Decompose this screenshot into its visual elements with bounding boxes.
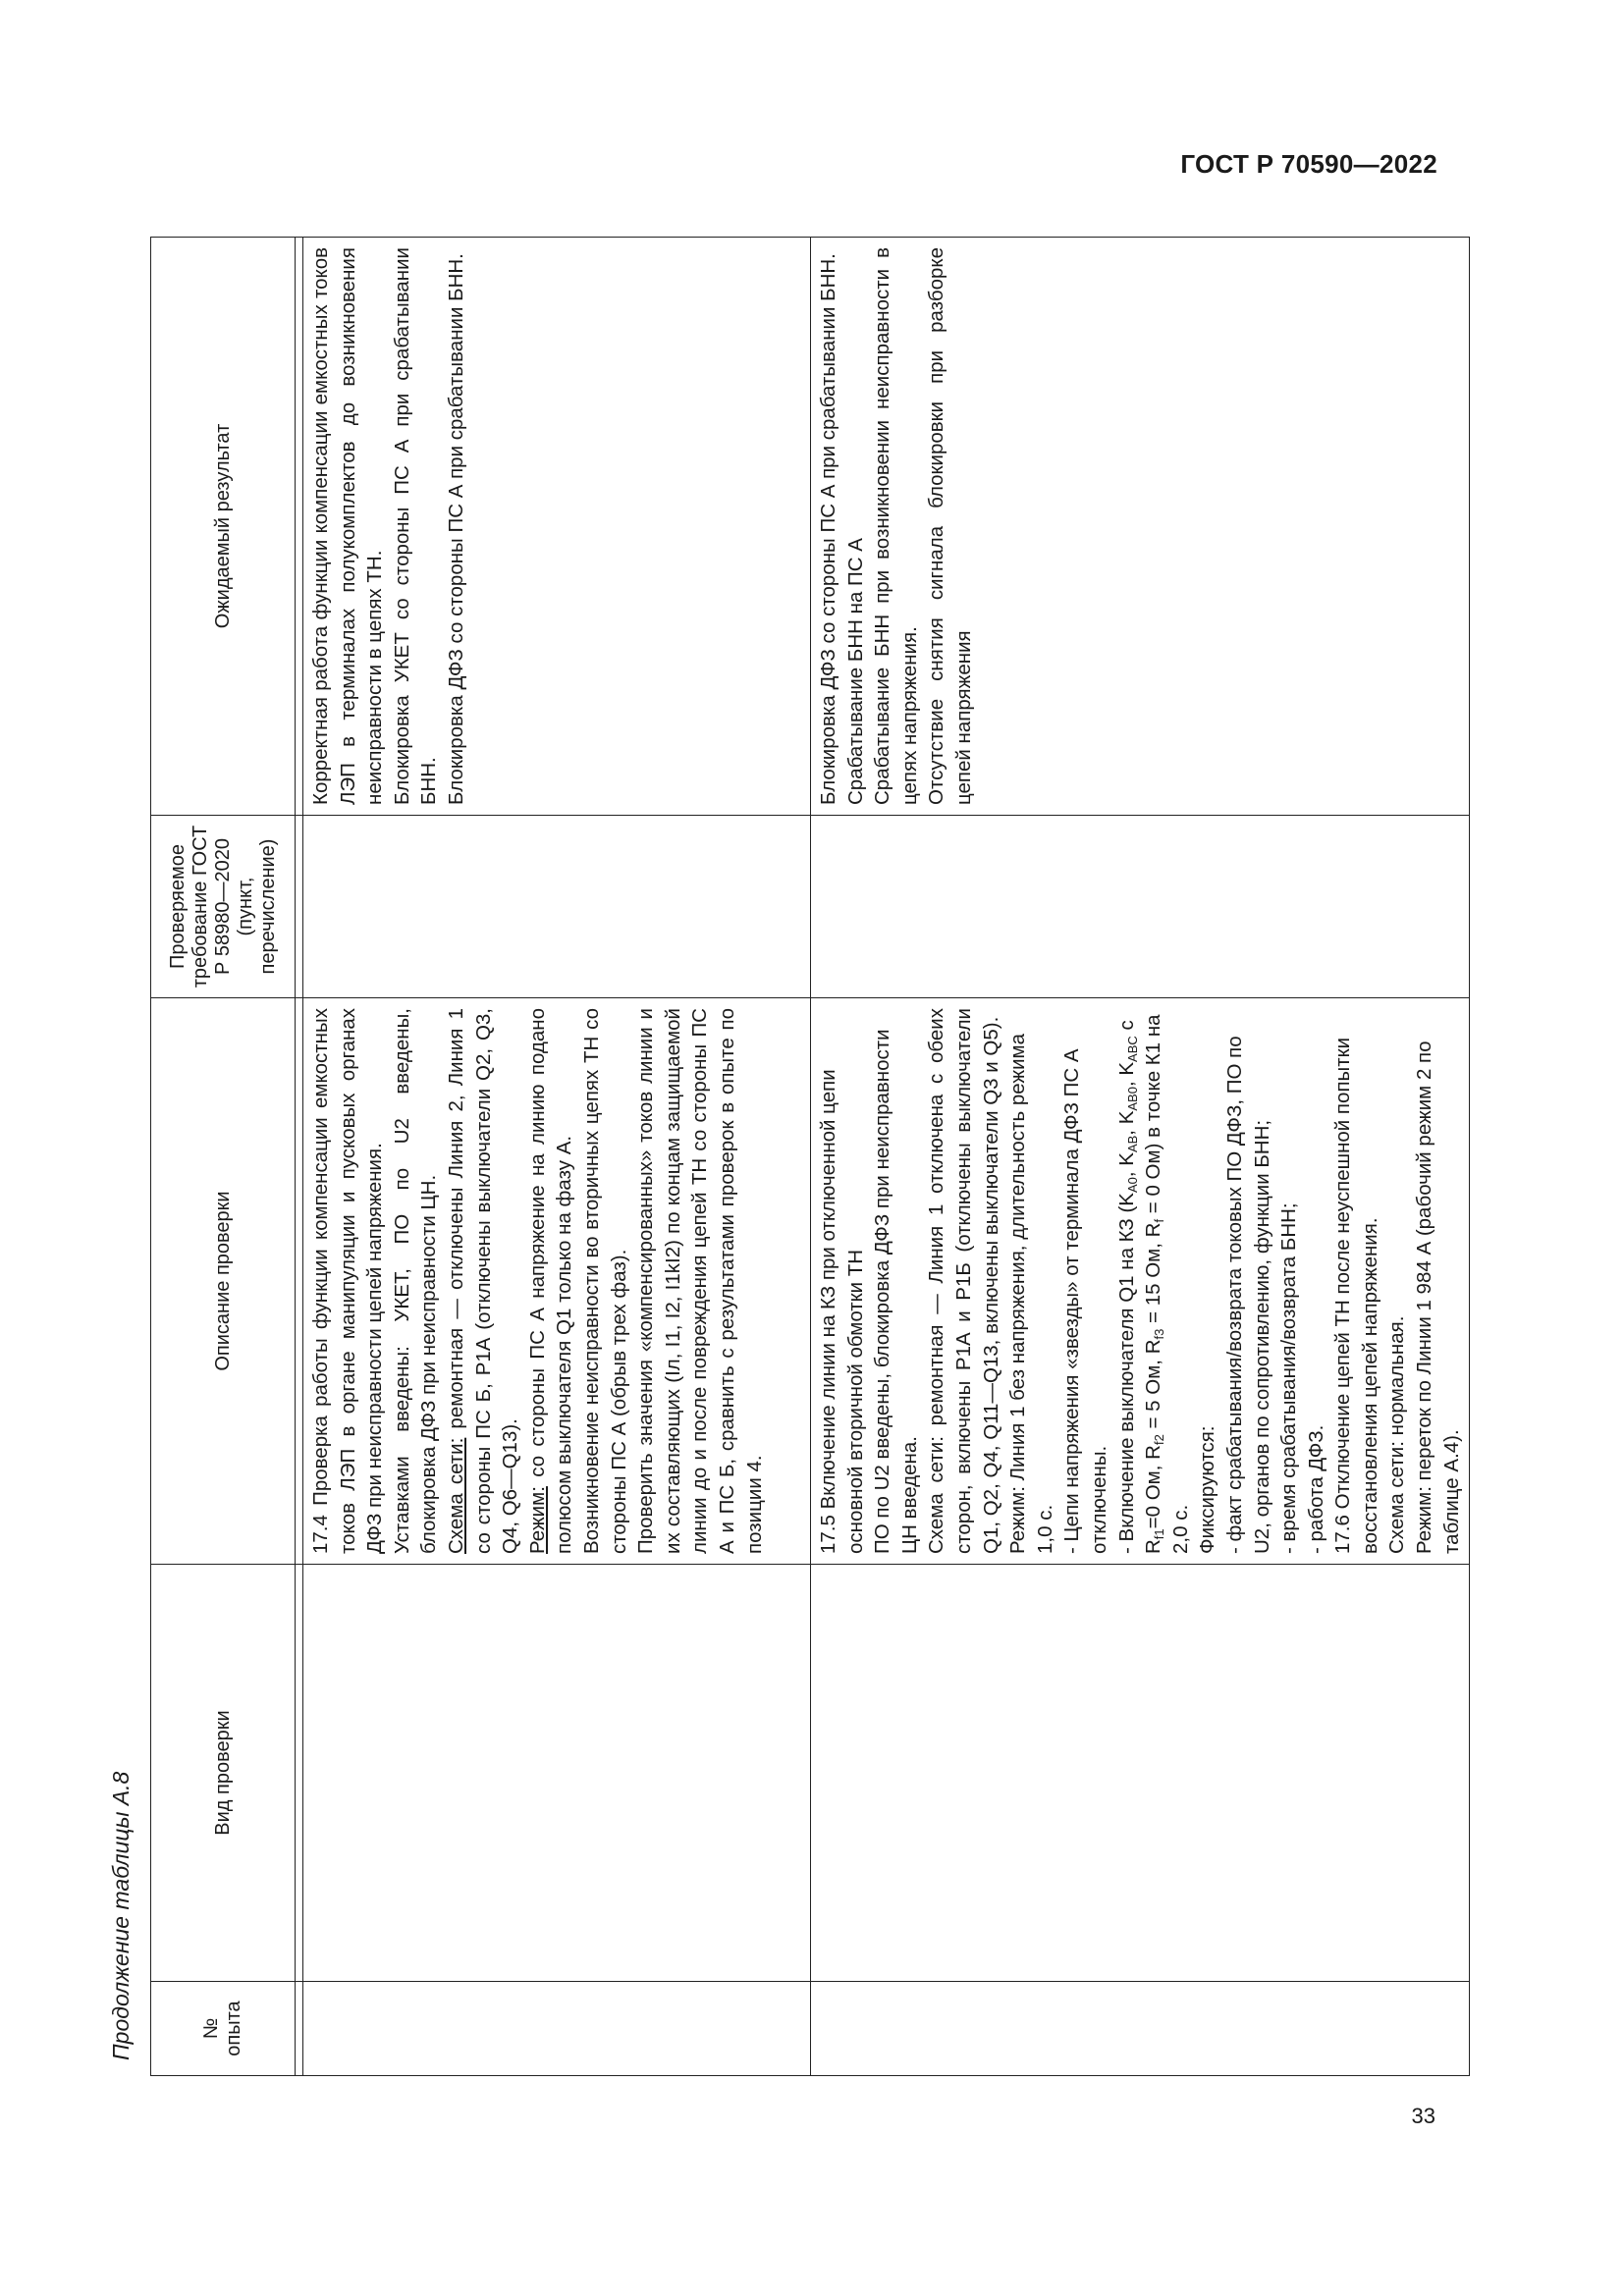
cell-req [811, 816, 1470, 998]
desc-line: Схема сети: нормальная. [1385, 1315, 1409, 1554]
header-result: Ожидаемый результат [151, 238, 296, 816]
result-line: Корректная работа функции компенсации емкостных токов ЛЭП в терминалах полукомплектов до возникновения неисправности в цепях ТН. [309, 247, 387, 805]
desc-line: - факт срабатывания/возврата токовых ПО ДФЗ, ПО по U2, органов по сопротивлению, функции БНН; [1222, 1036, 1273, 1554]
desc-line: Фиксируются: [1196, 1425, 1219, 1554]
desc-line: 17.4 Проверка работы функции компенсации емкостных токов ЛЭП в органе манипуляции и пусковых органах ДФЗ при неисправности цепей напряжения. [309, 1008, 387, 1554]
desc-label-mode: Режим: [525, 1486, 549, 1554]
desc-text: со стороны ПС А напряжение на линию подано полюсом выключателя Q1 только на фазу А. [525, 1008, 576, 1554]
desc-line [443, 1008, 524, 1554]
desc-line [524, 1008, 578, 1554]
desc-text: ремонтная — отключены Линия 2, Линия 1 со стороны ПС Б, Р1А (отключены выключатели Q2, Q3, Q4, Q6—Q13). [444, 1008, 522, 1554]
desc-line: Схема сети: ремонтная — Линия 1 отключена с обеих сторон, включены Р1А и Р1Б (отключены выключатели Q1, Q2, Q4, Q11—Q13, включены выключатели Q3 и Q5). [925, 1008, 1002, 1554]
desc-line: Режим: переток по Линии 1 984 А (рабочий режим 2 по таблице А.4). [1413, 1041, 1463, 1554]
desc-line: ПО по U2 введены, блокировка ДФЗ при неисправности ЦН введена. [871, 1029, 921, 1554]
cell-desc [811, 998, 1470, 1565]
header-type: Вид проверки [151, 1565, 296, 1982]
page-number: 33 [1411, 2104, 1435, 2128]
header-desc: Описание проверки [151, 998, 296, 1565]
header-num: № опыта [151, 1982, 296, 2076]
desc-line: - Цепи напряжения «звезды» от терминала ДФЗ ПС А отключены. [1060, 1048, 1110, 1554]
table-row [303, 238, 811, 2076]
cell-type [811, 1565, 1470, 1982]
result-line: Срабатывание БНН при возникновении неисправности в цепях напряжения. [871, 247, 921, 805]
cell-req [303, 816, 811, 998]
desc-line: Возникновение неисправности во вторичных цепях ТН со стороны ПС А (обрыв трех фаз). [579, 1008, 630, 1554]
desc-line: Уставками введены: УКЕТ, ПО по U2 введены, блокировка ДФЗ при неисправности ЦН. [390, 1008, 441, 1554]
table-caption: Продолжение таблицы А.8 [108, 1771, 134, 2060]
result-line: Блокировка ДФЗ со стороны ПС А при срабатывании БНН. [817, 253, 839, 805]
result-line: Блокировка ДФЗ со стороны ПС А при срабатывании БНН. [444, 253, 467, 805]
rotated-table-area [106, 231, 1463, 2076]
desc-label-scheme: Схема сети: [444, 1437, 467, 1554]
header-req: Проверяемое требование ГОСТ Р 58980—2020 (пункт, перечисление) [151, 816, 296, 998]
document-header: ГОСТ Р 70590—2022 [1180, 149, 1437, 179]
desc-line: - время срабатывания/возврата БНН; [1277, 1202, 1301, 1554]
test-table [150, 237, 1470, 2076]
cell-desc [303, 998, 811, 1565]
cell-num [811, 1982, 1470, 2076]
cell-type [303, 1565, 811, 1982]
desc-line: 17.6 Отключение цепей ТН после неуспешной попытки восстановления цепей напряжения. [1331, 1037, 1381, 1554]
desc-line: 17.5 Включение линии на КЗ при отключенной цепи основной вторичной обмотки ТН [817, 1069, 867, 1554]
result-line: Срабатывание БНН на ПС А [843, 538, 867, 805]
table-row [811, 238, 1470, 2076]
desc-line: Проверить значения «компенсированных» токов линии и их составляющих (Iл, I1, I2, I1kI2) по концам защищаемой линии до и после повреждения цепей ТН со стороны ПС А и ПС Б, сравнить с результатами проверок в опыте по позиции 4. [634, 1008, 766, 1554]
result-line: Отсутствие снятия сигнала блокировки при разборке цепей напряжения [925, 247, 975, 805]
desc-line: Режим: Линия 1 без напряжения, длительность режима 1,0 с. [1006, 1033, 1056, 1554]
header-double-rule [296, 238, 303, 2076]
cell-result [303, 238, 811, 816]
result-line: Блокировка УКЕТ со стороны ПС А при срабатывании БНН. [390, 247, 441, 805]
desc-line: - Включение выключателя Q1 на КЗ ($K_{A0}$, $K_{AB}$, $K_{AB0}$, $K_{ABC}$ с $R_{f1}=0$ Ом, $R_{f2} = 5$ Ом, $R_{f3} = 15$ Ом, $R_f = 0$ Ом) в точке К1 на 2,0 с. [1114, 1014, 1192, 1554]
cell-result [811, 238, 1470, 816]
cell-num [303, 1982, 811, 2076]
desc-line: - работа ДФЗ. [1304, 1424, 1327, 1554]
